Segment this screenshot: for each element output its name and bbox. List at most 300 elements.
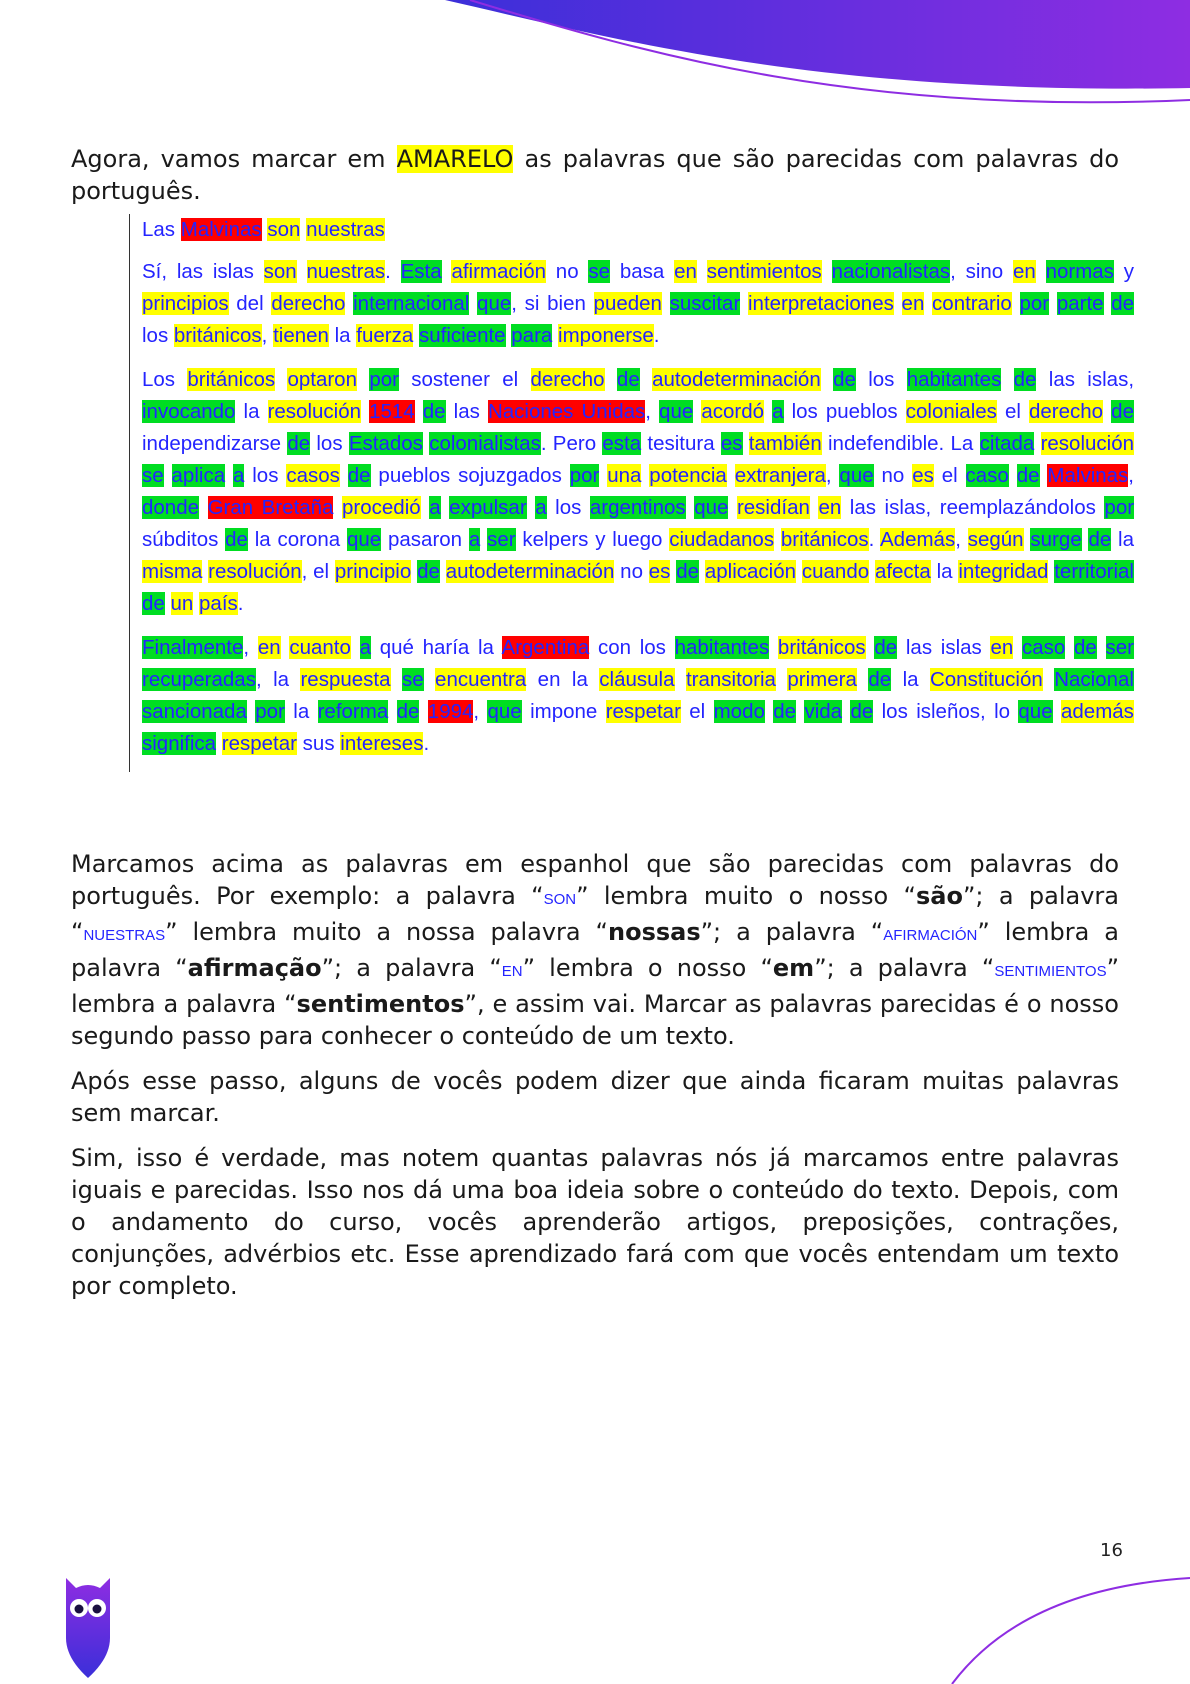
yellow-highlight: derecho: [1029, 400, 1104, 423]
plain-text: ”; a palavra “: [321, 954, 502, 982]
plain-text: los pueblos: [783, 400, 906, 423]
yellow-highlight: misma: [142, 560, 203, 583]
green-highlight: es: [720, 432, 743, 455]
plain-text: [441, 496, 450, 519]
yellow-highlight: contrario: [932, 292, 1012, 315]
plain-text: los isleños, lo: [873, 700, 1019, 723]
green-highlight: de: [1088, 528, 1112, 551]
explanation-paragraph: [71, 1142, 1119, 1302]
plain-text: [440, 560, 446, 583]
yellow-highlight: son: [267, 218, 301, 241]
green-highlight: colonialistas: [429, 432, 541, 455]
green-highlight: por: [369, 368, 399, 391]
green-highlight: se: [588, 260, 611, 283]
yellow-highlight: resolución: [208, 560, 302, 583]
green-highlight: Finalmente: [142, 636, 244, 659]
yellow-highlight: en: [901, 292, 925, 315]
green-highlight: caso: [1022, 636, 1066, 659]
bold-term: em: [772, 954, 815, 982]
green-highlight: de: [142, 592, 165, 615]
yellow-highlight: interpretaciones: [747, 292, 894, 315]
green-highlight: citada: [979, 432, 1035, 455]
green-highlight: Esta: [400, 260, 442, 283]
plain-text: indefendible. La: [821, 432, 980, 455]
plain-text: [419, 700, 427, 723]
plain-text: la: [1111, 528, 1134, 551]
plain-text: [247, 700, 255, 723]
yellow-highlight: autodeterminación: [652, 368, 821, 391]
plain-text: [1001, 368, 1013, 391]
plain-text: ” lembra muito a nossa palavra “: [165, 918, 608, 946]
yellow-highlight: derecho: [271, 292, 346, 315]
plain-text: independizarse: [142, 432, 288, 455]
green-highlight: de: [422, 400, 446, 423]
yellow-highlight: tienen: [273, 324, 329, 347]
green-highlight: se: [401, 668, 424, 691]
plain-text: [424, 668, 435, 691]
plain-text: ,: [825, 464, 840, 487]
yellow-highlight: según: [967, 528, 1024, 551]
plain-text: kelpers y luego: [515, 528, 670, 551]
plain-text: ,: [243, 636, 258, 659]
yellow-highlight: derecho: [530, 368, 605, 391]
green-highlight: se: [142, 464, 164, 487]
plain-text: ”; a palavra “: [814, 954, 995, 982]
yellow-highlight: británicos: [187, 368, 276, 391]
green-highlight: reforma: [317, 700, 389, 723]
explanation-paragraph: [71, 1065, 1119, 1129]
yellow-highlight: principios: [142, 292, 229, 315]
green-highlight: que: [839, 464, 874, 487]
plain-text: ”; a palavra “: [71, 882, 1120, 946]
plain-text: [442, 260, 452, 283]
plain-text: [605, 368, 617, 391]
yellow-highlight: respetar: [221, 732, 297, 755]
green-highlight: sancionada: [142, 700, 247, 723]
yellow-highlight: coloniales: [905, 400, 997, 423]
plain-text: basa: [610, 260, 675, 283]
plain-text: ”, e assim vai. Marcar as palavras parecidas é o nosso segundo passo para conhecer o conteúdo de um texto.: [71, 990, 1119, 1050]
quote-paragraph: [142, 632, 1134, 760]
green-highlight: de: [225, 528, 248, 551]
yellow-highlight: ciudadanos: [669, 528, 775, 551]
yellow-highlight: cláusula: [599, 668, 675, 691]
plain-text: y: [1113, 260, 1134, 283]
yellow-highlight: casos: [286, 464, 340, 487]
plain-text: , si bien: [511, 292, 594, 315]
plain-text: las islas,: [1036, 368, 1135, 391]
bold-term: afirmação: [187, 954, 322, 982]
plain-text: la: [235, 400, 268, 423]
green-highlight: a: [429, 496, 441, 519]
green-highlight: Nacional: [1054, 668, 1134, 691]
yellow-highlight: es: [648, 560, 671, 583]
yellow-highlight: respetar: [605, 700, 681, 723]
yellow-highlight: fuerza: [356, 324, 414, 347]
plain-text: [727, 464, 735, 487]
yellow-highlight: un: [170, 592, 194, 615]
plain-text: la corona: [247, 528, 347, 551]
yellow-highlight: nuestras: [306, 218, 385, 241]
green-highlight: de: [1016, 464, 1040, 487]
green-highlight: esta: [602, 432, 642, 455]
green-highlight: de: [347, 464, 371, 487]
yellow-highlight: imponerse: [558, 324, 654, 347]
green-highlight: que: [1018, 700, 1053, 723]
green-highlight: por: [1104, 496, 1135, 519]
plain-text: ,: [1128, 464, 1134, 487]
plain-text: el: [680, 700, 714, 723]
yellow-highlight: residían: [736, 496, 810, 519]
plain-text: la: [930, 560, 959, 583]
plain-text: tesitura: [641, 432, 721, 455]
green-highlight: caso: [965, 464, 1009, 487]
green-highlight: territorial: [1054, 560, 1134, 583]
plain-text: Las: [142, 218, 181, 241]
plain-text: [765, 700, 773, 723]
red-highlight: Argentina: [501, 636, 590, 659]
plain-text: ” lembra o nosso “: [522, 954, 773, 982]
plain-text: [743, 432, 749, 455]
spanish-term: AFIRMACIÓN: [883, 927, 978, 944]
green-highlight: de: [417, 560, 440, 583]
plain-text: Sim, isso é verdade, mas notem quantas palavras nós já marcamos entre palavras iguais e parecidas. Isso nos dá uma boa ideia sobre o conteúdo do texto. Depois, com o andamento do curso, vocês aprenderão artigos, preposições, contrações, conjunções, advérbios etc. Esse aprendizado fará com que vocês entendam um texto por completo.: [71, 1144, 1119, 1300]
green-highlight: por: [1019, 292, 1050, 315]
plain-text: [924, 292, 932, 315]
green-highlight: recuperadas: [142, 668, 256, 691]
yellow-highlight: sentimientos: [706, 260, 822, 283]
plain-text: [686, 496, 695, 519]
yellow-highlight: en: [257, 636, 281, 659]
plain-text: [388, 700, 396, 723]
plain-text: ”; a palavra “: [700, 918, 884, 946]
plain-text: [697, 260, 707, 283]
plain-text: [740, 292, 748, 315]
plain-text: [822, 260, 832, 283]
bold-term: nossas: [608, 918, 701, 946]
plain-text: ” lembra muito o nosso “: [576, 882, 916, 910]
green-highlight: de: [773, 700, 797, 723]
green-highlight: de: [396, 700, 420, 723]
bold-term: sentimentos: [296, 990, 465, 1018]
plain-text: [357, 368, 369, 391]
plain-text: [1065, 636, 1074, 659]
plain-text: , la: [255, 668, 301, 691]
green-highlight: vida: [804, 700, 843, 723]
plain-text: Los: [142, 368, 188, 391]
yellow-highlight: resolución: [267, 400, 362, 423]
plain-text: [165, 592, 171, 615]
green-highlight: de: [1111, 400, 1134, 423]
plain-text: no: [546, 260, 589, 283]
yellow-highlight: en: [818, 496, 842, 519]
yellow-highlight: en: [674, 260, 697, 283]
plain-text: [662, 292, 670, 315]
plain-text: las islas, reemplazándolos: [841, 496, 1105, 519]
bold-term: são: [916, 882, 963, 910]
plain-text: súbditos: [142, 528, 226, 551]
yellow-highlight: afecta: [874, 560, 931, 583]
yellow-highlight: cuando: [801, 560, 870, 583]
green-highlight: normas: [1045, 260, 1114, 283]
green-highlight: aplica: [171, 464, 226, 487]
plain-text: [1049, 292, 1057, 315]
highlight-amarelo: AMARELO: [396, 145, 514, 173]
yellow-highlight: transitoria: [685, 668, 776, 691]
red-highlight: 1514: [369, 400, 415, 423]
green-highlight: nacionalistas: [831, 260, 951, 283]
quote-paragraph: [142, 256, 1134, 352]
yellow-highlight: Además: [880, 528, 956, 551]
header-wave-decoration: [0, 0, 1190, 120]
green-highlight: que: [659, 400, 694, 423]
plain-text: la: [328, 324, 357, 347]
plain-text: [340, 464, 348, 487]
plain-text: pasaron: [381, 528, 469, 551]
yellow-highlight: integridad: [958, 560, 1049, 583]
plain-text: no: [873, 464, 913, 487]
plain-text: , el: [301, 560, 335, 583]
plain-text: Sí, las islas: [142, 260, 264, 283]
plain-text: ,: [645, 400, 660, 423]
plain-text: del: [228, 292, 272, 315]
plain-text: [415, 400, 423, 423]
yellow-highlight: británicos: [173, 324, 262, 347]
green-highlight: que: [477, 292, 512, 315]
green-highlight: de: [874, 636, 898, 659]
plain-text: [796, 560, 802, 583]
green-highlight: surge: [1030, 528, 1082, 551]
green-highlight: de: [1013, 368, 1037, 391]
plain-text: [1012, 292, 1020, 315]
plain-text: [1013, 636, 1022, 659]
plain-text: [527, 496, 536, 519]
plain-text: los: [310, 432, 349, 455]
plain-text: [275, 368, 287, 391]
green-highlight: de: [287, 432, 311, 455]
yellow-highlight: resolución: [1040, 432, 1135, 455]
green-highlight: internacional: [353, 292, 470, 315]
plain-text: .: [653, 324, 660, 347]
plain-text: Após esse passo, alguns de vocês podem dizer que ainda ficaram muitas palavras sem marcar.: [71, 1067, 1119, 1127]
yellow-highlight: respuesta: [300, 668, 391, 691]
spanish-term: SENTIMIENTOS: [994, 963, 1107, 980]
plain-text: [640, 368, 652, 391]
yellow-highlight: país: [199, 592, 238, 615]
green-highlight: expulsar: [449, 496, 527, 519]
yellow-highlight: principio: [334, 560, 412, 583]
green-highlight: ser: [487, 528, 516, 551]
yellow-highlight: británicos: [777, 636, 866, 659]
yellow-highlight: intereses: [340, 732, 424, 755]
plain-text: [351, 636, 360, 659]
plain-text: [391, 668, 402, 691]
plain-text: [1036, 260, 1046, 283]
green-highlight: para: [511, 324, 553, 347]
plain-text: [1009, 464, 1017, 487]
plain-text: los: [142, 324, 174, 347]
plain-text: [361, 400, 369, 423]
yellow-highlight: además: [1061, 700, 1134, 723]
yellow-highlight: son: [263, 260, 297, 283]
plain-text: [297, 260, 307, 283]
plain-text: el: [933, 464, 966, 487]
red-highlight: Malvinas: [1047, 464, 1129, 487]
plain-text: qué haría la: [371, 636, 502, 659]
red-highlight: Gran Bretaña: [207, 496, 334, 519]
green-highlight: que: [346, 528, 382, 551]
green-highlight: habitantes: [674, 636, 770, 659]
green-highlight: habitantes: [906, 368, 1002, 391]
spanish-term: SON: [543, 891, 577, 908]
yellow-highlight: Constitución: [929, 668, 1043, 691]
plain-text: .: [237, 592, 244, 615]
plain-text: ” lembra a palavra “: [71, 918, 1119, 982]
green-highlight: de: [833, 368, 856, 391]
page-number: 16: [1100, 1540, 1123, 1561]
yellow-highlight: potencia: [649, 464, 727, 487]
green-highlight: por: [569, 464, 600, 487]
spanish-quote-block: [129, 214, 1134, 772]
plain-text: [216, 732, 222, 755]
red-highlight: Malvinas: [180, 218, 262, 241]
plain-text: no: [614, 560, 649, 583]
yellow-highlight: primera: [787, 668, 857, 691]
green-highlight: argentinos: [589, 496, 686, 519]
plain-text: [894, 292, 902, 315]
plain-text: pueblos sojuzgados: [370, 464, 570, 487]
yellow-highlight: acordó: [701, 400, 765, 423]
plain-text: [1103, 400, 1111, 423]
plain-text: . Pero: [540, 432, 603, 455]
plain-text: [469, 292, 477, 315]
explanation-section: [71, 848, 1119, 1315]
yellow-highlight: cuanto: [289, 636, 351, 659]
plain-text: las islas: [897, 636, 991, 659]
yellow-highlight: es: [912, 464, 934, 487]
yellow-highlight: en: [1012, 260, 1036, 283]
plain-text: las: [445, 400, 488, 423]
plain-text: Marcamos acima as palavras em espanhol que são parecidas com palavras do português. Por exemplo: a palavra “: [71, 850, 1119, 910]
yellow-highlight: aplicación: [704, 560, 797, 583]
green-highlight: que: [694, 496, 729, 519]
plain-text: [769, 636, 778, 659]
plain-text: [1097, 636, 1106, 659]
plain-text: ” lembra a palavra “: [71, 954, 1120, 1018]
plain-text: [333, 496, 342, 519]
green-highlight: de: [616, 368, 640, 391]
explanation-paragraph: [71, 848, 1119, 1052]
yellow-highlight: británicos: [780, 528, 869, 551]
green-highlight: por: [255, 700, 285, 723]
yellow-highlight: autodeterminación: [445, 560, 615, 583]
green-highlight: Estados: [348, 432, 423, 455]
green-highlight: parte: [1056, 292, 1104, 315]
yellow-highlight: nuestras: [306, 260, 386, 283]
green-highlight: de: [868, 668, 892, 691]
green-highlight: a: [468, 528, 481, 551]
green-highlight: suscitar: [669, 292, 741, 315]
green-highlight: a: [359, 636, 371, 659]
green-highlight: que: [487, 700, 522, 723]
plain-text: [821, 368, 833, 391]
plain-text: los: [244, 464, 287, 487]
plain-text: , sino: [950, 260, 1013, 283]
plain-text: [764, 400, 772, 423]
green-highlight: de: [1074, 636, 1097, 659]
plain-text: la: [284, 700, 318, 723]
plain-text: ,: [261, 324, 274, 347]
plain-text: impone: [521, 700, 606, 723]
plain-text: ,: [955, 528, 968, 551]
yellow-highlight: pueden: [593, 292, 662, 315]
plain-text: [1053, 700, 1061, 723]
green-highlight: a: [232, 464, 245, 487]
green-highlight: ser: [1105, 636, 1135, 659]
spanish-term: EN: [501, 963, 523, 980]
plain-text: [699, 560, 705, 583]
plain-text: .: [385, 260, 401, 283]
owl-logo-icon: [62, 1578, 114, 1678]
plain-text: sus: [296, 732, 341, 755]
plain-text: el: [996, 400, 1029, 423]
plain-text: [164, 464, 172, 487]
plain-text: ,: [473, 700, 488, 723]
plain-text: [776, 668, 787, 691]
plain-text: [225, 464, 233, 487]
yellow-highlight: una: [607, 464, 642, 487]
plain-text: [345, 292, 353, 315]
green-highlight: a: [535, 496, 547, 519]
yellow-highlight: afirmación: [451, 260, 547, 283]
plain-text: [421, 496, 430, 519]
plain-text: [857, 668, 868, 691]
spanish-term: NUESTRAS: [83, 927, 166, 944]
plain-text: los: [855, 368, 907, 391]
plain-text: .: [868, 528, 880, 551]
green-highlight: modo: [713, 700, 765, 723]
green-highlight: donde: [142, 496, 200, 519]
green-highlight: significa: [142, 732, 217, 755]
yellow-highlight: también: [748, 432, 822, 455]
green-highlight: a: [772, 400, 784, 423]
intro-paragraph: Agora, vamos marcar em AMARELO as palavras que são parecidas com palavras do português.: [71, 145, 1119, 205]
plain-text: en la: [526, 668, 600, 691]
plain-text: la: [891, 668, 930, 691]
yellow-highlight: optaron: [287, 368, 357, 391]
green-highlight: de: [850, 700, 874, 723]
plain-text: [199, 496, 208, 519]
plain-text: con los: [589, 636, 675, 659]
plain-text: [1043, 668, 1054, 691]
quote-paragraph: [142, 364, 1134, 620]
plain-text: sostener el: [398, 368, 531, 391]
green-highlight: de: [1111, 292, 1135, 315]
plain-text: [774, 528, 781, 551]
red-highlight: Naciones Unidas: [487, 400, 646, 423]
green-highlight: suficiente: [418, 324, 506, 347]
red-highlight: 1994: [427, 700, 474, 723]
plain-text: [1034, 432, 1040, 455]
yellow-highlight: encuentra: [435, 668, 527, 691]
yellow-highlight: extranjera: [734, 464, 826, 487]
plain-text: [675, 668, 686, 691]
quote-title: [142, 214, 1134, 246]
plain-text: los: [546, 496, 590, 519]
plain-text: [728, 496, 737, 519]
green-highlight: invocando: [142, 400, 236, 423]
green-highlight: de: [676, 560, 700, 583]
